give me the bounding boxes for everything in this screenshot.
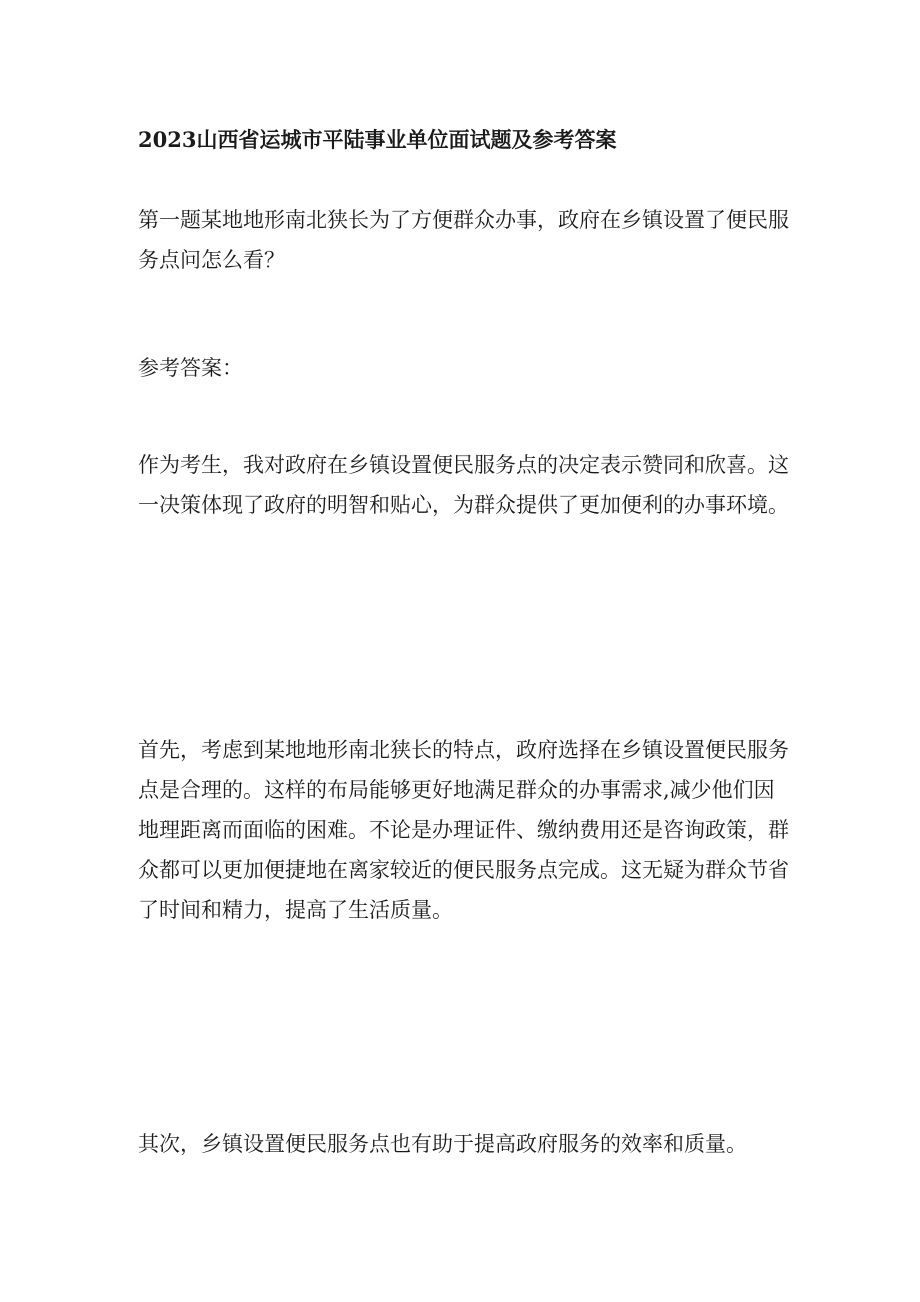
answer-label: 参考答案： <box>138 356 243 380</box>
answer-paragraph: 首先，考虑到某地地形南北狭长的特点，政府选择在乡镇设置便民服务点是合理的。这样的布局能够更好地满足群众的办事需求,减少他们因地理距离而面临的困难。不论是办理证件、缴纳费用还是咨询政策，群众都可以更加便捷地在离家较近的便民服务点完成。这无疑为群众节省了时间和精力，提高了生活质量。 <box>138 738 789 922</box>
question-text: 第一题某地地形南北狭长为了方便群众办事，政府在乡镇设置了便民服务点问怎么看？ <box>138 208 789 272</box>
document-title: 2023山西省运城市平陆事业单位面试题及参考答案 <box>138 127 617 152</box>
answer-paragraph: 作为考生，我对政府在乡镇设置便民服务点的决定表示赞同和欣喜。这一决策体现了政府的明智和贴心，为群众提供了更加便利的办事环境。 <box>138 453 789 517</box>
answer-paragraph: 其次，乡镇设置便民服务点也有助于提高政府服务的效率和质量。 <box>138 1132 747 1156</box>
